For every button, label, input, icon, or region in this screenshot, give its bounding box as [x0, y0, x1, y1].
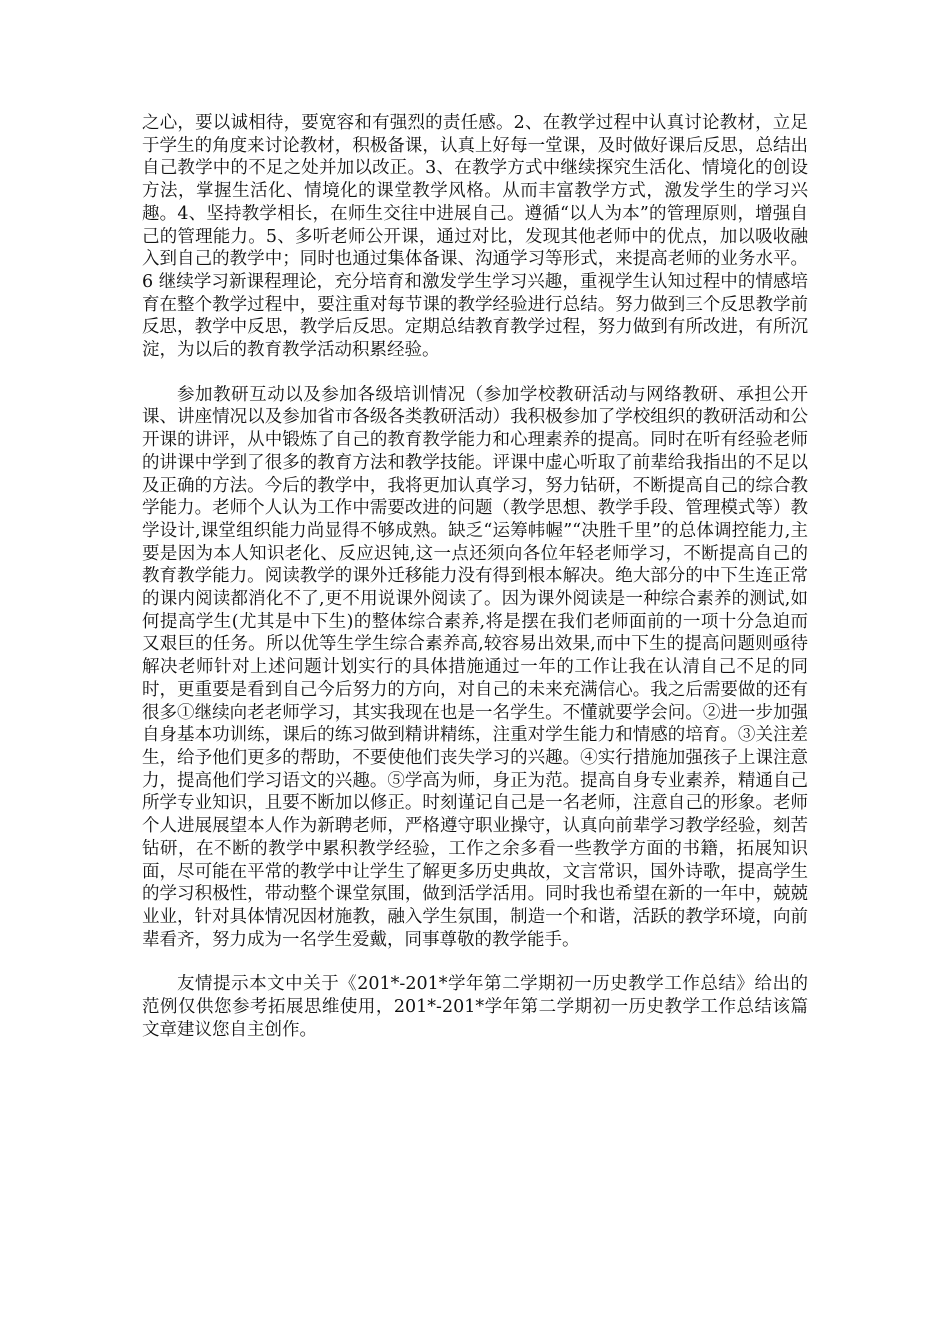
paragraph-teaching-research: 参加教研互动以及参加各级培训情况（参加学校教研活动与网络教研、承担公开课、讲座情况以及参加省市各级各类教研活动）我积极参加了学校组织的教研活动和公开课的讲评，从中锻炼了自己的教育教学能力和心理素养的提高。同时在听有经验老师的讲课中学到了很多的教育方法和教学技能。评课中虚心听取了前辈给我指出的不足以及正确的方法。今后的教学中，我将更加认真学习，努力钻研，不断提高自己的综合教学能力。老师个人认为工作中需要改进的问题（教学思想、教学手段、管理模式等）教学设计,课堂组织能力尚显得不够成熟。缺乏“运筹帏幄”“决胜千里”的总体调控能力,主要是因为本人知识老化、反应迟钝,这一点还须向各位年轻老师学习，不断提高自己的教育教学能力。阅读教学的课外迁移能力没有得到根本解决。绝大部分的中下生连正常的课内阅读都消化不了,更不用说课外阅读了。因为课外阅读是一种综合素养的测试,如何提高学生(尤其是中下生)的整体综合素养,将是摆在我们老师面前的一项十分急迫而又艰巨的任务。所以优等生学生综合素养高,较容易出效果,而中下生的提高问题则亟待解决老师针对上述问题计划实行的具体措施通过一年的工作让我在认清自己不足的同时，更重要是看到自己今后努力的方向，对自己的未来充满信心。我之后需要做的还有很多①继续向老老师学习，其实我现在也是一名学生。不懂就要学会问。②进一步加强自身基本功训练，课后的练习做到精讲精练，注重对学生能力和情感的培育。③关注差生，给予他们更多的帮助，不要使他们丧失学习的兴趣。④实行措施加强孩子上课注意力，提高他们学习语文的兴趣。⑤学高为师，身正为范。提高自身专业素养，精通自己所学专业知识，且要不断加以修正。时刻谨记自己是一名老师，注意自己的形象。老师个人进展展望本人作为新聘老师，严格遵守职业操守，认真向前辈学习教学经验，刻苦钻研，在不断的教学中累积教学经验，工作之余多看一些教学方面的书籍，拓展知识面，尽可能在平常的教学中让学生了解更多历史典故，文言常识，国外诗歌，提高学生的学习积极性，带动整个课堂氛围，做到活学活用。同时我也希望在新的一年中，兢兢业业，针对具体情况因材施教，融入学生氛围，制造一个和谐，活跃的教学环境，向前辈看齐，努力成为一名学生爱戴，同事尊敬的教学能手。	[142, 384, 808, 950]
document-page	[142, 112, 808, 1041]
paragraph-notice: 友情提示本文中关于《201*-201*学年第二学期初一历史教学工作总结》给出的范例仅供您参考拓展思维使用，201*-201*学年第二学期初一历史教学工作总结该篇文章建议您自主创作。	[142, 974, 808, 1040]
paragraph-gap	[142, 362, 808, 384]
paragraph-gap	[142, 951, 808, 973]
paragraph-continuation: 之心，要以诚相待，要宽容和有强烈的责任感。2、在教学过程中认真讨论教材，立足于学生的角度来讨论教材，积极备课，认真上好每一堂课，及时做好课后反思，总结出自己教学中的不足之处并加以改正。3、在教学方式中继续探究生活化、情境化的创设方法，掌握生活化、情境化的课堂教学风格。从而丰富教学方式，激发学生的学习兴趣。4、坚持教学相长，在师生交往中进展自己。遵循“以人为本”的管理原则，增强自己的管理能力。5、多听老师公开课，通过对比，发现其他老师中的优点，加以吸收融入到自己的教学中；同时也通过集体备课、沟通学习等形式，来提高老师的业务水平。6 继续学习新课程理论，充分培育和激发学生学习兴趣，重视学生认知过程中的情感培育在整个教学过程中，要注重对每节课的教学经验进行总结。努力做到三个反思教学前反思，教学中反思，教学后反思。定期总结教育教学过程，努力做到有所改进，有所沉淀，为以后的教育教学活动积累经验。	[142, 113, 808, 361]
